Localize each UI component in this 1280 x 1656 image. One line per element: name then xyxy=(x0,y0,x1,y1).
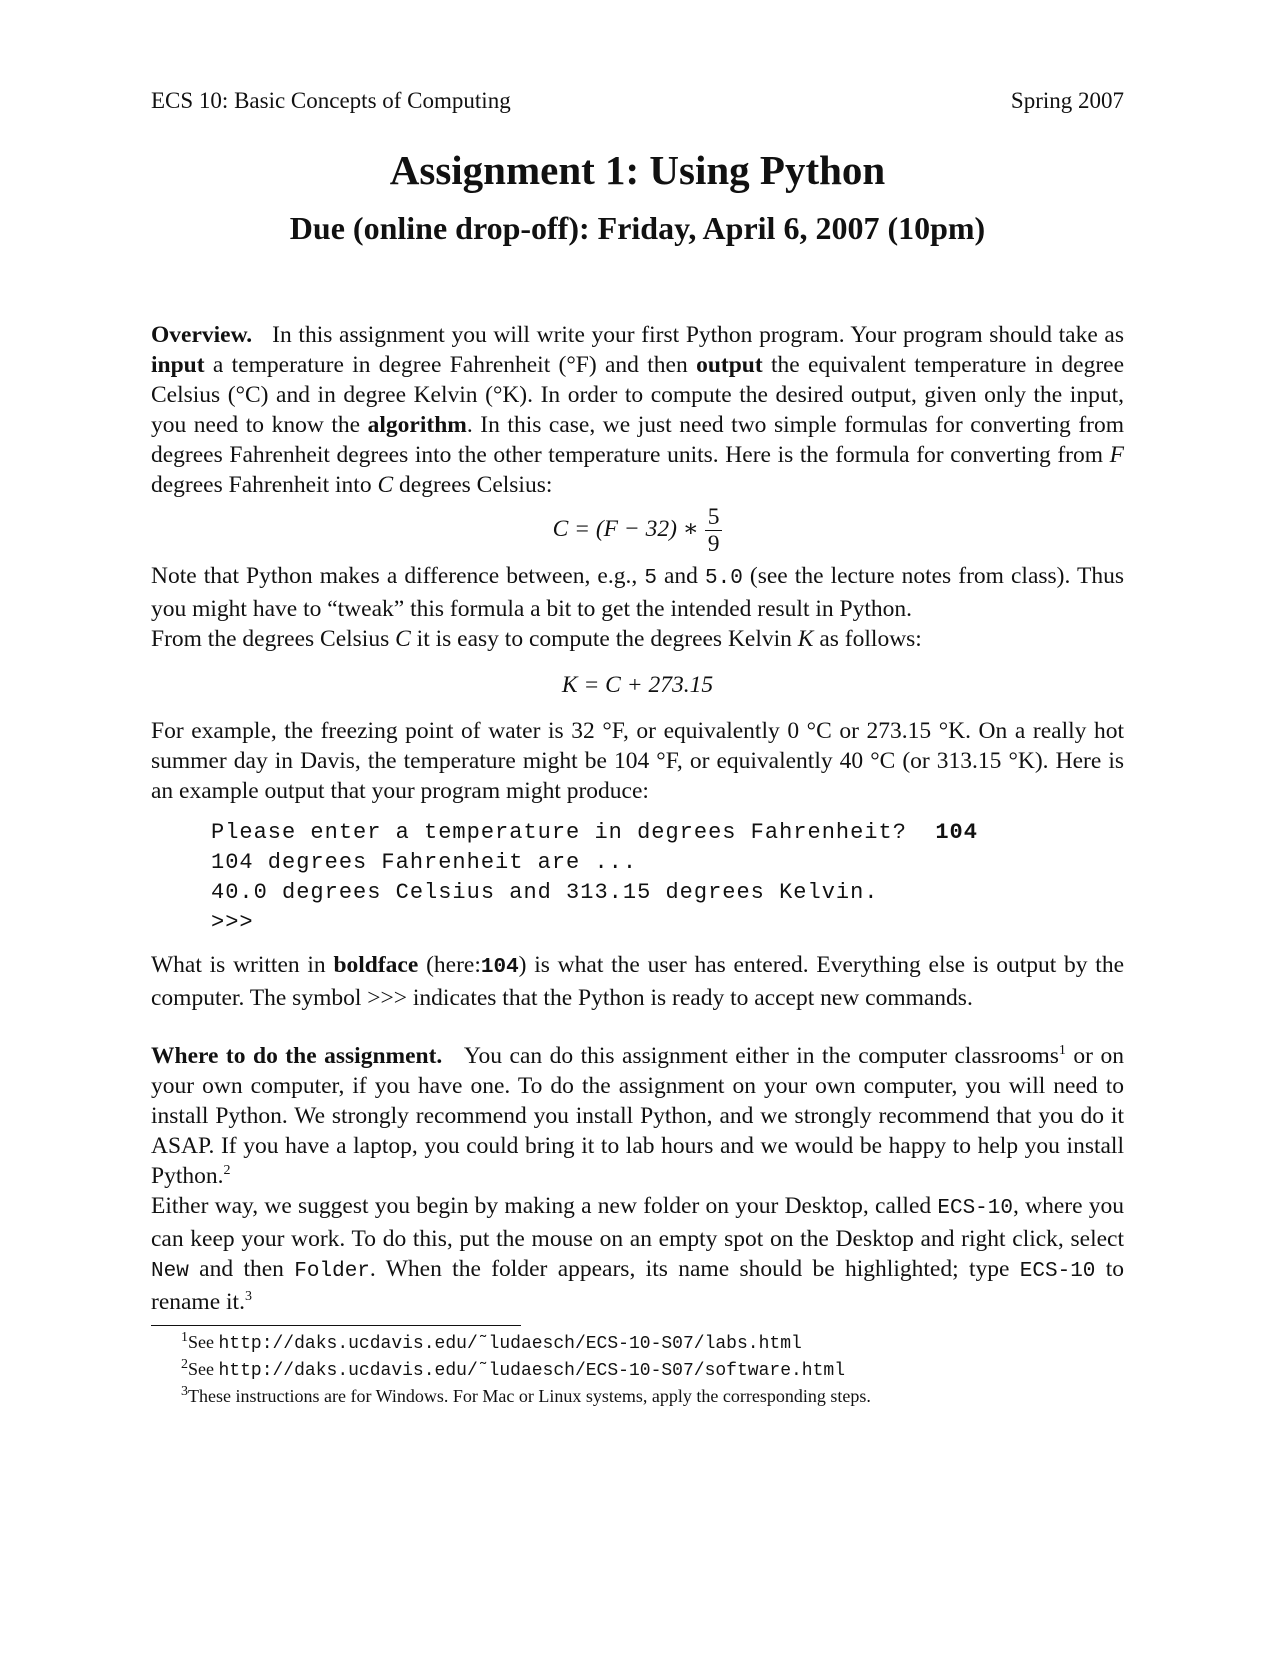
text: it is easy to compute the degrees Kelvin xyxy=(416,626,792,652)
footnote-divider xyxy=(151,1325,521,1326)
denominator: 9 xyxy=(707,531,720,557)
footnote-ref: 3 xyxy=(244,1289,252,1305)
text: See xyxy=(188,1332,214,1352)
text: Note that Python makes a difference between, e.g., xyxy=(151,563,638,589)
example-output xyxy=(211,818,1124,938)
due-date: Due (online drop-off): Friday, April 6, 2007 (10pm) xyxy=(289,210,986,246)
text: or on your own computer, if you have one. To do the assignment on your own computer, you will need to install Python. We strongly recommend you install Python, and we strongly recommend that you do it ASAP. If you have a laptop, you could bring it to lab hours and we would be happy to help you install Python. xyxy=(151,1043,1124,1189)
bold-term: input xyxy=(151,352,205,378)
document-title: Assignment 1: Using Python xyxy=(389,147,886,193)
course-name: ECS 10: Basic Concepts of Computing xyxy=(151,88,511,113)
math-var: C xyxy=(377,472,394,498)
footnote xyxy=(181,1357,1124,1384)
fraction xyxy=(705,504,723,557)
footnote-link[interactable]: http://daks.ucdavis.edu/˜ludaesch/ECS-10-S07/software.html xyxy=(218,1361,846,1381)
text: degrees Celsius: xyxy=(399,472,553,498)
text: See xyxy=(188,1359,214,1379)
code-inline: 5 xyxy=(644,567,657,590)
footnote-num: 2 xyxy=(181,1357,188,1372)
user-input: 104 xyxy=(935,820,978,845)
overview-heading: Overview. xyxy=(151,322,253,348)
text: In this assignment you will write your first Python program. Your program should take as xyxy=(272,322,1125,348)
footnote-num: 1 xyxy=(181,1330,188,1345)
term: Spring 2007 xyxy=(1010,88,1124,113)
footnote-link[interactable]: http://daks.ucdavis.edu/˜ludaesch/ECS-10-S07/labs.html xyxy=(218,1334,802,1354)
text: (see the lecture notes from class). Thus you might have to “tweak” this formula a bit to get the intended result in Python. xyxy=(151,563,1125,622)
code-inline: 104 xyxy=(480,956,519,979)
text: degrees Fahrenheit into xyxy=(151,472,372,498)
bold-term: boldface xyxy=(333,952,419,978)
code-inline: ECS-10 xyxy=(1019,1260,1096,1283)
numerator: 5 xyxy=(705,504,723,531)
text: You can do this assignment either in the computer classrooms xyxy=(463,1043,1059,1069)
text: , where you can keep your work. To do this, put the mouse on an empty spot on the Desktop and right click, select xyxy=(151,1193,1124,1252)
boldface-paragraph xyxy=(151,950,1124,1013)
text: . In this case, we just need two simple formulas for converting from degrees Fahrenheit degrees into the other temperature units. Here is the formula for converting from xyxy=(151,412,1124,468)
footnote-ref: 2 xyxy=(223,1163,231,1179)
code-inline: 5.0 xyxy=(705,567,743,590)
code-inline: New xyxy=(151,1260,189,1283)
math-var: K xyxy=(797,626,814,652)
text: ) is what the user has entered. Everything else is output by the computer. The symbol >>> indicates that the Python is ready to accept new commands. xyxy=(151,952,1124,1011)
kelvin-intro xyxy=(151,624,1124,654)
footnote xyxy=(181,1330,1124,1357)
document-body xyxy=(151,320,1124,1409)
math-var: F xyxy=(1109,442,1125,468)
text: the equivalent temperature in degree Celsius (°C) and in degree Kelvin (°K). In order to compute the desired output, given only the input, you need to know the xyxy=(151,352,1125,438)
text: . When the folder appears, its name should be highlighted; type xyxy=(369,1256,1010,1282)
text: and then xyxy=(199,1256,284,1282)
footnote xyxy=(181,1384,1124,1409)
text: to rename it. xyxy=(151,1256,1125,1315)
text: From the degrees Celsius xyxy=(151,626,390,652)
text: (here: xyxy=(426,952,481,978)
code-inline: Folder xyxy=(294,1260,370,1283)
footnotes xyxy=(151,1330,1124,1409)
where-paragraph xyxy=(151,1041,1124,1191)
code-line: 40.0 degrees Celsius and 313.15 degrees Kelvin. xyxy=(211,880,879,905)
either-paragraph xyxy=(151,1191,1124,1317)
code-line: 104 degrees Fahrenheit are ... xyxy=(211,850,638,875)
footnote-num: 3 xyxy=(181,1384,188,1399)
bold-term: algorithm xyxy=(367,412,467,438)
code-inline: ECS-10 xyxy=(937,1197,1013,1220)
footnote-ref: 1 xyxy=(1058,1043,1066,1059)
code-line: Please enter a temperature in degrees Fahrenheit? xyxy=(211,820,936,845)
code-prompt: >>> xyxy=(211,910,254,935)
formula-lhs: C = (F − 32) ∗ xyxy=(552,515,699,542)
text: These instructions are for Windows. For Mac or Linux systems, apply the corresponding steps. xyxy=(188,1386,871,1406)
text: Either way, we suggest you begin by making a new folder on your Desktop, called xyxy=(151,1193,932,1219)
kelvin-formula: K = C + 273.15 xyxy=(561,672,714,698)
text: a temperature in degree Fahrenheit (°F) and then xyxy=(212,352,688,378)
note-paragraph xyxy=(151,561,1124,624)
overview-paragraph xyxy=(151,320,1124,500)
text: and xyxy=(664,563,698,589)
text: What is written in xyxy=(151,952,326,978)
math-var: C xyxy=(395,626,411,652)
where-heading: Where to do the assignment. xyxy=(151,1043,443,1069)
celsius-formula xyxy=(151,504,1124,557)
text: as follows: xyxy=(819,626,922,652)
example-paragraph: For example, the freezing point of water is 32 °F, or equivalently 0 °C or 273.15 °K. On a really hot summer day in Davis, the temperature might be 104 °F, or equivalently 40 °C (or 313.15 °K). Here is an example output that your program might produce: xyxy=(151,718,1124,804)
bold-term: output xyxy=(696,352,763,378)
